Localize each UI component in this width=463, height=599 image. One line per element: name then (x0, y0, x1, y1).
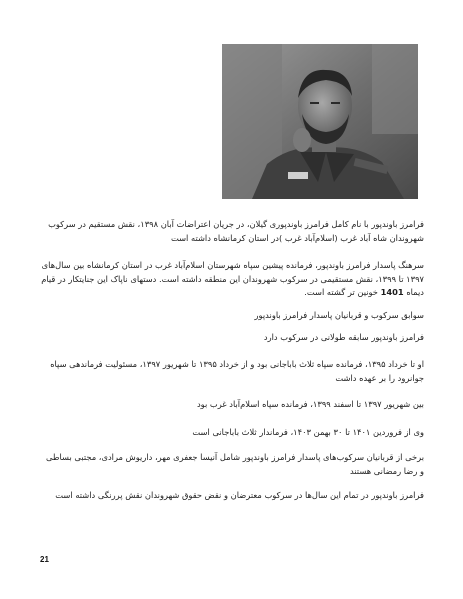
paragraph-4 (40, 331, 424, 345)
paragraph-7 (40, 426, 424, 440)
paragraph-4-text: فرامرز باوندپور سابقه طولانی در سرکوب دارد (263, 332, 424, 342)
portrait-photo (222, 44, 418, 199)
paragraph-5-text: او تا خرداد ۱۳۹۵، فرمانده سپاه ثلاث باباجانی بود و از خرداد ۱۳۹۵ تا شهریور ۱۳۹۷، مسئولیت فرماندهی سپاه جوانرود را بر عهده داشت (50, 359, 424, 383)
paragraph-1-text: فرامرز باوندپور با نام کامل فرامرز باوندپوری گیلان، در جریان اعتراضات آبان ۱۳۹۸، نقش مستقیم در سرکوب شهروندان شاه آباد غرب (اسلام‌آباد غرب )در استان کرمانشاه داشته است (48, 219, 424, 243)
paragraph-5 (40, 358, 424, 385)
paragraph-2-year: 1401 (380, 287, 404, 297)
paragraph-6-text: بین شهریور ۱۳۹۷ تا اسفند ۱۳۹۹، فرمانده سپاه اسلام‌آباد غرب بود (196, 399, 424, 409)
paragraph-3-text: سوابق سرکوب و قربانیان پاسدار فرامرز باوندپور (254, 310, 424, 320)
paragraph-9 (40, 489, 424, 503)
paragraph-2-text: سرهنگ پاسدار فرامرز باوندپور، فرمانده پیشین سپاه شهرستان اسلام‌آباد غرب در استان کرمانشاه بین سال‌های ۱۳۹۷ تا ۱۳۹۹، نقش مستقیمی در سرکوب شهروندان این منطقه داشته است. دستهای ناپاک این جنایتکار در قیام دیماه (41, 260, 424, 297)
paragraph-2-tail: خونین تر گشته است. (304, 287, 378, 297)
portrait-image (222, 44, 418, 199)
paragraph-8 (40, 451, 424, 478)
paragraph-3 (40, 309, 424, 323)
paragraph-2 (40, 259, 424, 300)
paragraph-7-text: وی از فروردین ۱۴۰۱ تا ۳۰ بهمن ۱۴۰۳، فرماندار ثلاث باباجانی است (192, 427, 424, 437)
paragraph-9-text: فرامرز باوندپور در تمام این سال‌ها در سرکوب معترضان و نقض حقوق شهروندان نقش پررنگی داشته است (55, 490, 424, 500)
paragraph-8-text: برخی از قربانیان سرکوب‌های پاسدار فرامرز باوندپور شامل آنیسا جعفری مهر، داریوش مرادی، مجتبی بساطی و رضا رمضانی هستند (46, 452, 424, 476)
paragraph-1 (40, 218, 424, 245)
page-number: 21 (40, 555, 49, 564)
paragraph-6 (40, 398, 424, 412)
